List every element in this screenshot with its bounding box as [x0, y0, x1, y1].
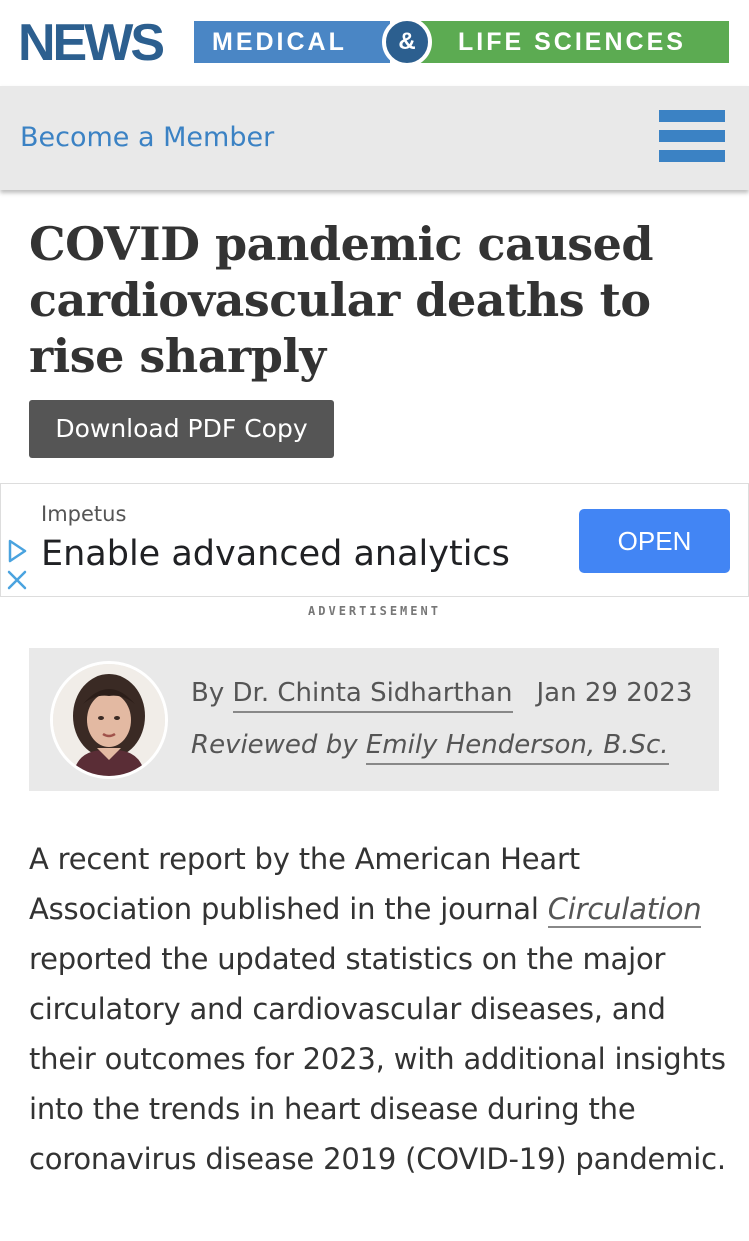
circulation-journal-link[interactable]: Circulation: [547, 892, 702, 926]
article-text-part1: A recent report by the American Heart Association published in the journal: [29, 842, 580, 926]
article-title: COVID pandemic caused cardiovascular deaths to rise sharply: [29, 217, 654, 383]
author-avatar[interactable]: [50, 661, 168, 779]
reviewed-prefix: Reviewed by: [191, 730, 358, 760]
reviewed-by: [191, 730, 669, 760]
author-link[interactable]: Dr. Chinta Sidharthan: [233, 678, 513, 713]
article-paragraph: [29, 834, 729, 1184]
site-header: [0, 0, 749, 86]
reviewer-link[interactable]: Emily Henderson, B.Sc.: [366, 730, 669, 765]
article-text-part2: reported the updated statistics on the major circulatory and cardiovascular diseases, and their outcomes for 2023, with additional insights into the trends in heart disease during the coronavirus disease 2019 (COVID-19) pandemic.: [29, 942, 726, 1176]
close-icon[interactable]: [5, 568, 29, 592]
publish-date: Jan 29 2023: [536, 678, 693, 708]
ad-advertiser[interactable]: Impetus: [41, 502, 127, 526]
become-member-link[interactable]: Become a Member: [20, 122, 275, 153]
hamburger-menu-icon[interactable]: [659, 110, 725, 162]
logo-ampersand[interactable]: &: [382, 17, 432, 67]
author-avatar-image: [53, 664, 165, 776]
nav-bar: [0, 86, 749, 190]
byline-prefix: By: [191, 678, 225, 708]
logo-news-text[interactable]: NEWS: [18, 14, 162, 72]
author-box: [29, 648, 719, 791]
ad-headline[interactable]: Enable advanced analytics: [41, 534, 510, 574]
ad-choices-icon[interactable]: [5, 538, 29, 564]
logo-medical-text[interactable]: MEDICAL: [194, 21, 390, 63]
advertisement-label: ADVERTISEMENT: [308, 604, 441, 618]
byline: [191, 678, 692, 708]
download-pdf-button[interactable]: Download PDF Copy: [29, 400, 334, 458]
logo-life-sciences-text[interactable]: LIFE SCIENCES: [420, 21, 729, 63]
ad-open-button[interactable]: OPEN: [579, 509, 730, 573]
ad-banner[interactable]: [0, 483, 749, 597]
